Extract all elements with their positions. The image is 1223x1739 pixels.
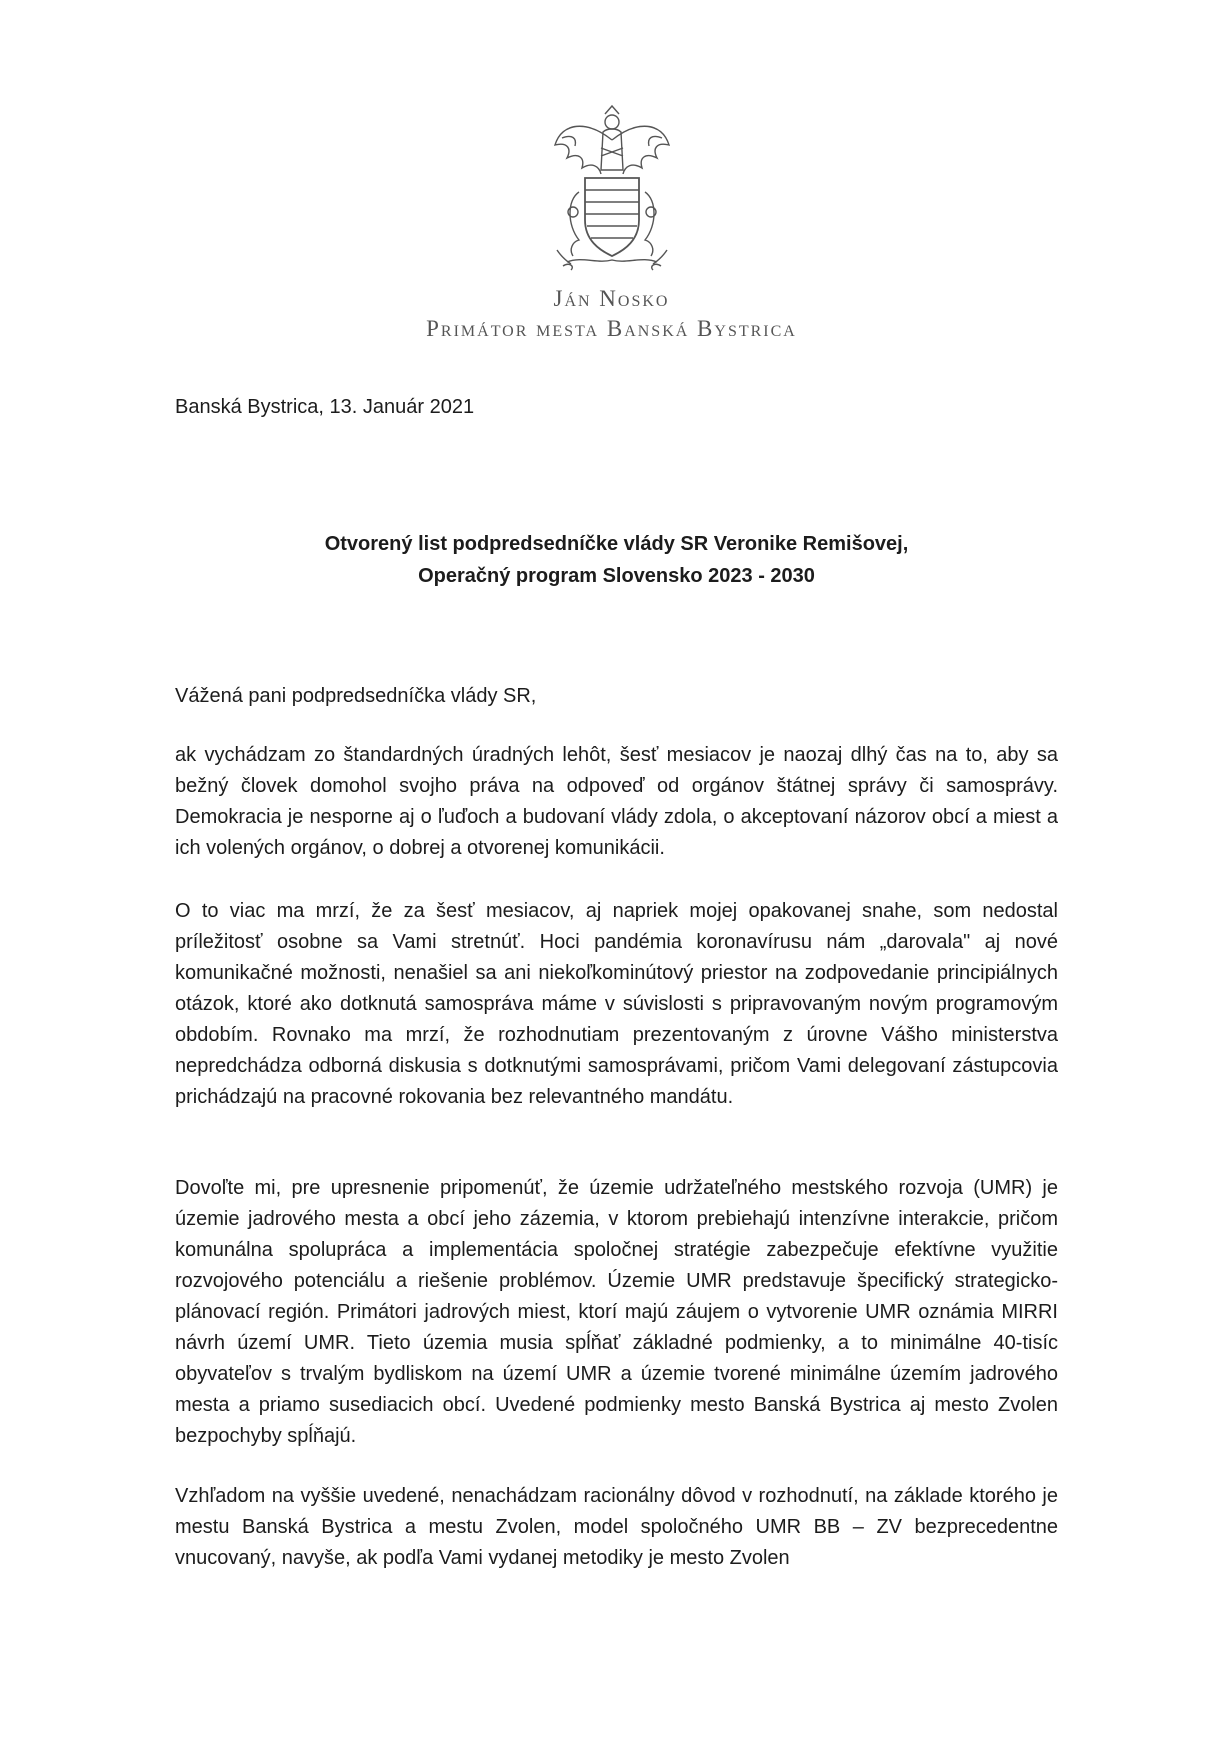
paragraph-4: Vzhľadom na vyššie uvedené, nenachádzam racionálny dôvod v rozhodnutí, na základe ktorého je mestu Banská Bystrica a mestu Zvolen, model spoločného UMR BB – ZV bezprecedentne vnucovaný, navyše, ak podľa Vami vydanej metodiky je mesto Zvolen <box>175 1485 1058 1569</box>
paragraph-1: ak vychádzam zo štandardných úradných lehôt, šesť mesiacov je naozaj dlhý čas na to, aby sa bežný človek domohol svojho práva na odpoveď od orgánov štátnej správy či samosprávy. Demokracia je nesporne aj o ľuďoch a budovaní vlády zdola, o akceptovaní názorov obcí a miest a ich volených orgánov, o dobrej a otvorenej komunikácii. <box>175 744 1058 859</box>
subject-line-2: Operačný program Slovensko 2023 - 2030 <box>418 565 815 587</box>
letterhead <box>0 100 1223 344</box>
paragraph-3: Dovoľte mi, pre upresnenie pripomenúť, že územie udržateľného mestského rozvoja (UMR) je územie jadrového mesta a obcí jeho zázemia, v ktorom prebiehajú intenzívne interakcie, pričom komunálna spolupráca a implementácia spoločnej stratégie zabezpečuje efektívne využitie rozvojového potenciálu a riešenie problémov. Územie UMR predstavuje špecifický strategicko-plánovací región. Primátori jadrových miest, ktorí majú záujem o vytvorenie UMR oznámia MIRRI návrh území UMR. Tieto územia musia spĺňať základné podmienky, a to minimálne 40-tisíc obyvateľov s trvalým bydliskom na území UMR a územie tvorené minimálne územím jadrového mesta a priamo susediacich obcí. Uvedené podmienky mesto Banská Bystrica aj mesto Zvolen bezpochyby spĺňajú. <box>175 1177 1058 1447</box>
salutation: Vážená pani podpredsedníčka vlády SR, <box>175 685 537 707</box>
coat-of-arms-icon <box>527 100 697 280</box>
letter-subject <box>175 528 1058 592</box>
letterhead-title: Primátor mesta Banská Bystrica <box>426 316 797 341</box>
letter-date: Banská Bystrica, 13. Január 2021 <box>175 396 475 418</box>
paragraph-2: O to viac ma mrzí, že za šesť mesiacov, aj napriek mojej opakovanej snahe, som nedostal príležitosť osobne sa Vami stretnúť. Hoci pandémia koronavírusu nám „darovala" aj nové komunikačné možnosti, nenašiel sa ani niekoľkominútový priestor na zodpovedanie principiálnych otázok, ktoré ako dotknutá samospráva máme v súvislosti s pripravovaným novým programovým obdobím. Rovnako ma mrzí, že rozhodnutiam prezentovaným z úrovne Vášho ministerstva nepredchádza odborná diskusia s dotknutými samosprávami, pričom Vami delegovaní zástupcovia prichádzajú na pracovné rokovania bez relevantného mandátu. <box>175 900 1058 1108</box>
letterhead-name: Ján Nosko <box>553 286 670 311</box>
subject-line-1: Otvorený list podpredsedníčke vlády SR Veronike Remišovej, <box>324 533 909 555</box>
